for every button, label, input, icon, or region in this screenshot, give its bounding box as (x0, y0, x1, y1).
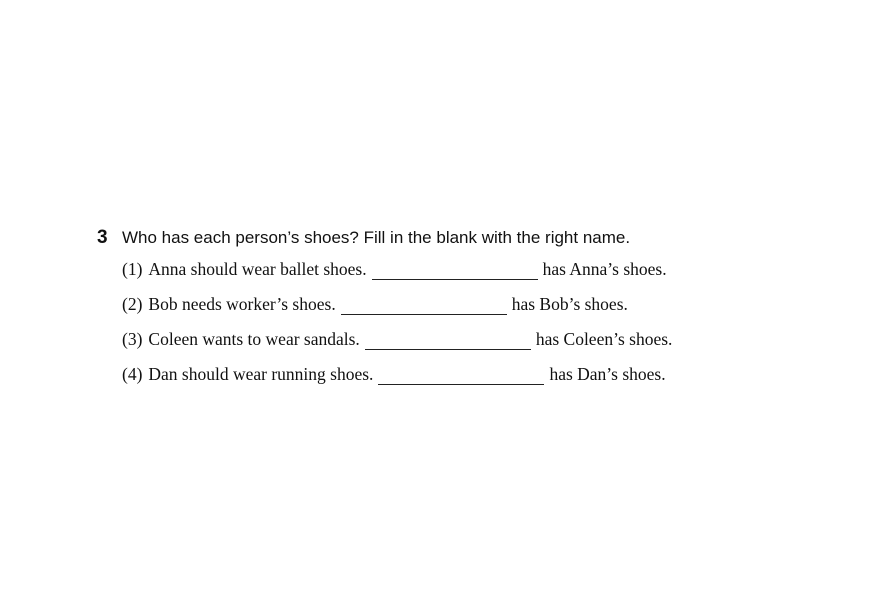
item-sentence: Bob needs worker’s shoes. (148, 294, 336, 314)
exercise-item-1 (122, 254, 797, 289)
item-sentence: Anna should wear ballet shoes. (148, 259, 367, 279)
item-label: (4) (122, 364, 143, 384)
exercise-item-4 (122, 359, 797, 394)
item-label: (1) (122, 259, 143, 279)
item-suffix: has Anna’s shoes. (542, 259, 667, 279)
exercise-items (122, 254, 797, 394)
item-suffix: has Bob’s shoes. (511, 294, 628, 314)
item-suffix: has Dan’s shoes. (549, 364, 666, 384)
exercise-prompt: Who has each person’s shoes? Fill in the blank with the right name. (122, 228, 631, 247)
item-label: (2) (122, 294, 143, 314)
item-sentence: Coleen wants to wear sandals. (148, 329, 360, 349)
answer-blank-4[interactable] (378, 365, 544, 385)
exercise-number: 3 (97, 227, 108, 248)
exercise-item-3 (122, 324, 797, 359)
exercise-3 (97, 225, 797, 394)
item-label: (3) (122, 329, 143, 349)
answer-blank-1[interactable] (372, 260, 538, 280)
item-suffix: has Coleen’s shoes. (535, 329, 673, 349)
answer-blank-3[interactable] (365, 330, 531, 350)
exercise-heading (97, 225, 797, 251)
item-sentence: Dan should wear running shoes. (148, 364, 374, 384)
exercise-item-2 (122, 289, 797, 324)
answer-blank-2[interactable] (341, 295, 507, 315)
